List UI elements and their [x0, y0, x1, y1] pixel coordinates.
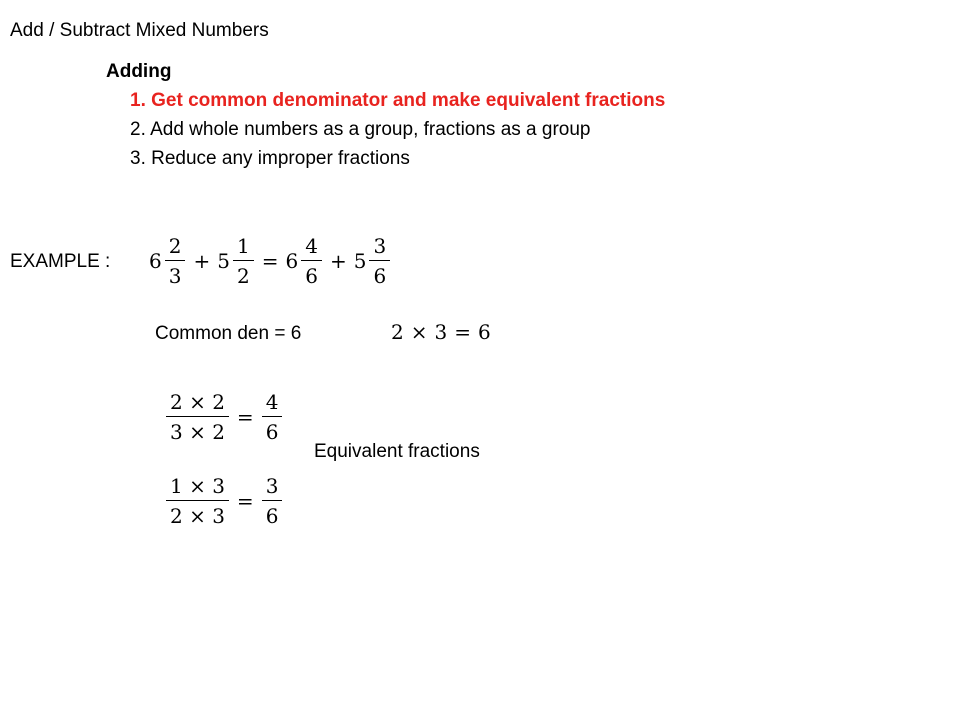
whole-number: 5 — [353, 249, 367, 273]
equals-sign: = — [454, 320, 471, 344]
fraction — [262, 392, 283, 442]
denominator: 2 — [236, 264, 250, 288]
product-equation — [390, 320, 492, 344]
denominator: 2 × 3 — [170, 504, 225, 528]
whole-number: 6 — [149, 249, 162, 273]
equals-sign: = — [236, 489, 254, 513]
plus-sign: + — [193, 249, 211, 273]
equivalent-fraction-2 — [164, 476, 284, 526]
fraction — [233, 236, 254, 286]
fraction — [262, 476, 283, 526]
page-title: Add / Subtract Mixed Numbers — [10, 20, 269, 41]
fraction — [369, 236, 390, 286]
mixed-number-equation — [148, 236, 392, 286]
fraction — [301, 236, 322, 286]
example-label: EXAMPLE : — [10, 251, 111, 272]
whole-number: 5 — [217, 249, 230, 273]
numerator: 4 — [265, 390, 279, 414]
step-1: 1. Get common denominator and make equivalent fractions — [130, 90, 666, 111]
fraction — [166, 392, 229, 442]
numerator: 1 × 3 — [170, 474, 225, 498]
denominator: 6 — [305, 264, 318, 288]
times-sign: × — [410, 320, 428, 344]
denominator: 6 — [373, 264, 387, 288]
equals-sign: = — [261, 249, 279, 273]
step-2: 2. Add whole numbers as a group, fractions as a group — [130, 119, 591, 140]
plus-sign: + — [329, 249, 347, 273]
common-denominator-label: Common den = 6 — [155, 323, 302, 344]
numerator: 2 — [168, 234, 182, 258]
section-heading: Adding — [106, 61, 172, 82]
numerator: 3 — [265, 474, 279, 498]
factor: 2 — [391, 320, 404, 344]
whole-number: 6 — [285, 249, 299, 273]
step-3: 3. Reduce any improper fractions — [130, 148, 410, 169]
denominator: 3 × 2 — [170, 420, 225, 444]
equals-sign: = — [236, 405, 254, 429]
product-result: 6 — [478, 320, 491, 344]
denominator: 6 — [265, 420, 279, 444]
denominator: 3 — [168, 264, 182, 288]
factor: 3 — [434, 320, 448, 344]
numerator: 1 — [236, 234, 250, 258]
equivalent-fractions-label: Equivalent fractions — [314, 441, 480, 462]
fraction — [166, 476, 229, 526]
equivalent-fraction-1 — [164, 392, 284, 442]
denominator: 6 — [265, 504, 279, 528]
numerator: 3 — [373, 234, 387, 258]
fraction — [165, 236, 186, 286]
numerator: 2 × 2 — [170, 390, 225, 414]
numerator: 4 — [305, 234, 318, 258]
